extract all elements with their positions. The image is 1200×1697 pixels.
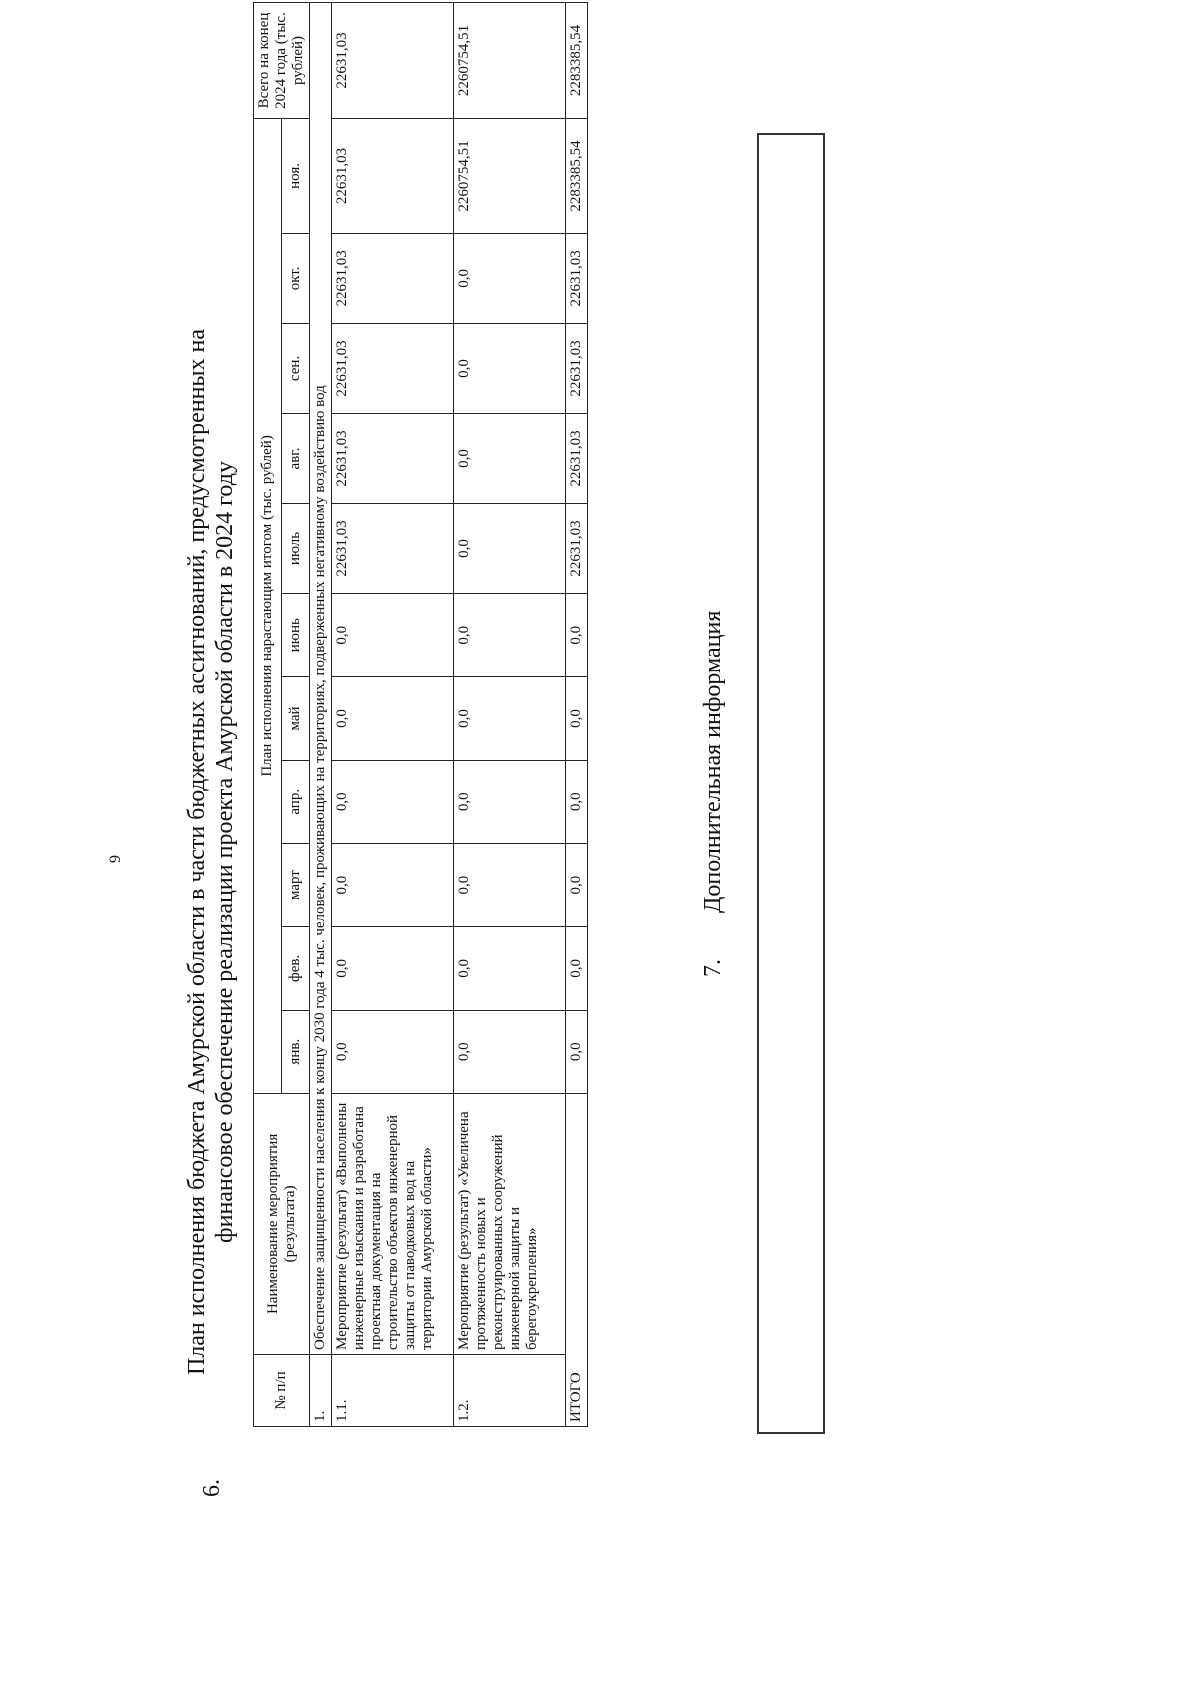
- value-cell: 22631,03: [332, 119, 454, 234]
- itogo-value: 22631,03: [566, 323, 588, 413]
- month-header: март: [282, 843, 310, 926]
- value-cell: 22631,03: [332, 504, 454, 594]
- row-num: 1.2.: [454, 1354, 566, 1426]
- row-name: Мероприятие (результат) «Выполнены инженерные изыскания и разработана проектная документация на строительство объектов инженерной защиты от паводковых вод на территории Амурской области»: [332, 1093, 454, 1354]
- value-cell: 0,0: [454, 760, 566, 843]
- section-7-number: 7.: [700, 959, 726, 977]
- value-cell: 0,0: [454, 843, 566, 926]
- itogo-total: 2283385,54: [566, 3, 588, 119]
- section-row-text: Обеспечение защищенности населения к концу 2030 года 4 тыс. человек, проживающих на территориях, подверженных негативному воздействию вод: [310, 3, 332, 1355]
- value-cell: 22631,03: [332, 323, 454, 413]
- table-header-row: [254, 3, 282, 1427]
- section-6-number: 6.: [199, 1479, 225, 1497]
- value-cell: 0,0: [454, 1010, 566, 1093]
- value-cell: 0,0: [332, 927, 454, 1010]
- row-total: 2260754,51: [454, 3, 566, 119]
- value-cell: 22631,03: [332, 413, 454, 503]
- month-header: апр.: [282, 760, 310, 843]
- month-header: фев.: [282, 927, 310, 1010]
- itogo-label: ИТОГО: [566, 1093, 588, 1426]
- month-header: сен.: [282, 323, 310, 413]
- table-row: [332, 3, 454, 1427]
- header-total: Всего на конец 2024 года (тыс. рублей): [254, 3, 310, 119]
- month-header: окт.: [282, 233, 310, 323]
- section-row: [310, 3, 332, 1427]
- budget-plan-table: [253, 2, 588, 1427]
- itogo-value: 0,0: [566, 677, 588, 760]
- itogo-value: 22631,03: [566, 413, 588, 503]
- month-header: май: [282, 677, 310, 760]
- row-total: 22631,03: [332, 3, 454, 119]
- itogo-value: 0,0: [566, 843, 588, 926]
- header-name: Наименование мероприятия (результата): [254, 1093, 310, 1354]
- value-cell: 0,0: [454, 677, 566, 760]
- itogo-row: [566, 3, 588, 1427]
- itogo-value: 0,0: [566, 927, 588, 1010]
- value-cell: 0,0: [332, 1010, 454, 1093]
- itogo-value: 22631,03: [566, 504, 588, 594]
- section-row-num: 1.: [310, 1354, 332, 1426]
- section-7-heading: [700, 611, 727, 977]
- value-cell: 0,0: [454, 927, 566, 1010]
- itogo-value: 0,0: [566, 594, 588, 677]
- value-cell: 22631,03: [332, 233, 454, 323]
- header-num: № п/п: [254, 1354, 310, 1426]
- value-cell: 2260754,51: [454, 119, 566, 234]
- page-number: 9: [107, 855, 124, 863]
- value-cell: 0,0: [332, 760, 454, 843]
- value-cell: 0,0: [332, 594, 454, 677]
- itogo-value: 22631,03: [566, 233, 588, 323]
- itogo-value: 0,0: [566, 1010, 588, 1093]
- value-cell: 0,0: [454, 594, 566, 677]
- value-cell: 0,0: [332, 677, 454, 760]
- additional-info-box: [757, 133, 825, 1434]
- row-num: 1.1.: [332, 1354, 454, 1426]
- value-cell: 0,0: [454, 413, 566, 503]
- section-7-title: Дополнительная информация: [700, 610, 726, 913]
- value-cell: 0,0: [454, 323, 566, 413]
- itogo-value: 0,0: [566, 760, 588, 843]
- header-plan-group: План исполнения нарастающим итогом (тыс. рублей): [254, 119, 282, 1094]
- value-cell: 0,0: [454, 504, 566, 594]
- month-header: янв.: [282, 1010, 310, 1093]
- row-name: Мероприятие (результат) «Увеличена протяженность новых и реконструированных сооружений инженерной защиты и берегоукрепления»: [454, 1093, 566, 1354]
- value-cell: 0,0: [454, 233, 566, 323]
- month-header: авг.: [282, 413, 310, 503]
- value-cell: 0,0: [332, 843, 454, 926]
- month-header: ноя.: [282, 119, 310, 234]
- itogo-value: 2283385,54: [566, 119, 588, 234]
- table-row: [454, 3, 566, 1427]
- section-6-heading: [183, 312, 239, 1497]
- month-header: июнь: [282, 594, 310, 677]
- section-6-title: План исполнения бюджета Амурской области в части бюджетных ассигнований, предусмотренных на финансовое обеспечение реализации проекта Амурской области в 2024 году: [184, 328, 238, 1376]
- month-header: июль: [282, 504, 310, 594]
